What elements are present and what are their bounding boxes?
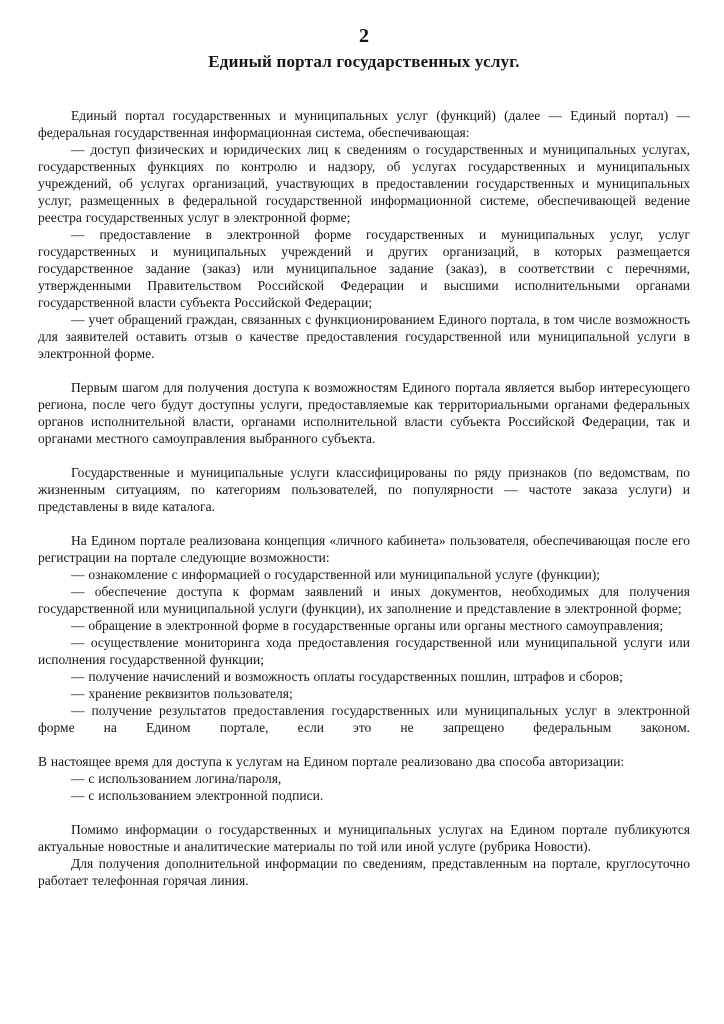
paragraph: Для получения дополнительной информации по сведениям, представленным на портале, круглосуточно работает телефонная горячая линия. [38,856,690,888]
paragraph-dash-item: — с использованием электронной подписи. [71,788,324,803]
paragraph-dash-item: — предоставление в электронной форме государственных и муниципальных услуг, услуг государственных и муниципальных учреждений и других организаций, в которых размещается государственное задание (заказ) или муниципальное задание (заказ), в соответствии с перечнями, утвержденными Правительством Российской Федерации и высшими исполнительными органами государственной власти субъекта Российской Федерации; [38,227,690,310]
document-body [38,107,690,889]
paragraph-dash-item: — хранение реквизитов пользователя; [71,686,293,701]
paragraph-dash-item: — осуществление мониторинга хода предоставления государственной или муниципальной услуги или исполнения государственной функции; [38,635,690,667]
page-number: 2 [359,25,369,47]
paragraph-dash-item: — обращение в электронной форме в государственные органы или органы местного самоуправления; [71,618,664,633]
paragraph-dash-item: — доступ физических и юридических лиц к сведениям о государственных и муниципальных услугах, государственных функциях по контролю и надзору, об услугах государственных и муниципальных учреждений, об услугах организаций, участвующих в предоставлении государственных и муниципальных услуг, размещенных в федеральной государственной информационной системе, обеспечивающей ведение реестра государственных услуг в электронной форме; [38,142,690,225]
paragraph: Помимо информации о государственных и муниципальных услугах на Едином портале публикуются актуальные новостные и аналитические материалы по той или иной услуге (рубрика Новости). [38,822,690,854]
paragraph-dash-item: — учет обращений граждан, связанных с функционированием Единого портала, в том числе возможность для заявителей оставить отзыв о качестве предоставления государственной или муниципальной услуги в электронной форме. [38,312,690,361]
paragraph-dash-item: — с использованием логина/пароля, [71,771,282,786]
paragraph-dash-item: — ознакомление с информацией о государственной или муниципальной услуге (функции); [71,567,601,582]
paragraph-dash-item: — получение начислений и возможность оплаты государственных пошлин, штрафов и сборов; [71,669,623,684]
paragraph-dash-item: — обеспечение доступа к формам заявлений и иных документов, необходимых для получения государственной или муниципальной услуги (функции), их заполнение и представление в электронной форме; [38,584,690,616]
paragraph: Государственные и муниципальные услуги классифицированы по ряду признаков (по ведомствам, по жизненным ситуациям, по категориям пользователей, по популярности — частоте заказа услуги) и представлены в виде каталога. [38,465,690,514]
paragraph-intro: Единый портал государственных и муниципальных услуг (функций) (далее — Единый портал) — федеральная государственная информационная система, обеспечивающая: [38,108,690,140]
paragraph: На Едином портале реализована концепция «личного кабинета» пользователя, обеспечивающая после его регистрации на портале следующие возможности: [38,533,690,565]
paragraph-dash-item: — получение результатов предоставления государственных или муниципальных услуг в электронной форме на Едином портале, если это не запрещено федеральным законом. [38,703,690,735]
paragraph-flush-left: В настоящее время для доступа к услугам на Едином портале реализовано два способа авторизации: [38,754,625,769]
document-title: Единый портал государственных услуг. [208,52,520,71]
paragraph: Первым шагом для получения доступа к возможностям Единого портала является выбор интересующего региона, после чего будут доступны услуги, предоставляемые как территориальными органами федеральных органов исполнительной власти, органами исполнительной власти субъекта Российской Федерации, так и органами местного самоуправления выбранного субъекта. [38,380,690,446]
